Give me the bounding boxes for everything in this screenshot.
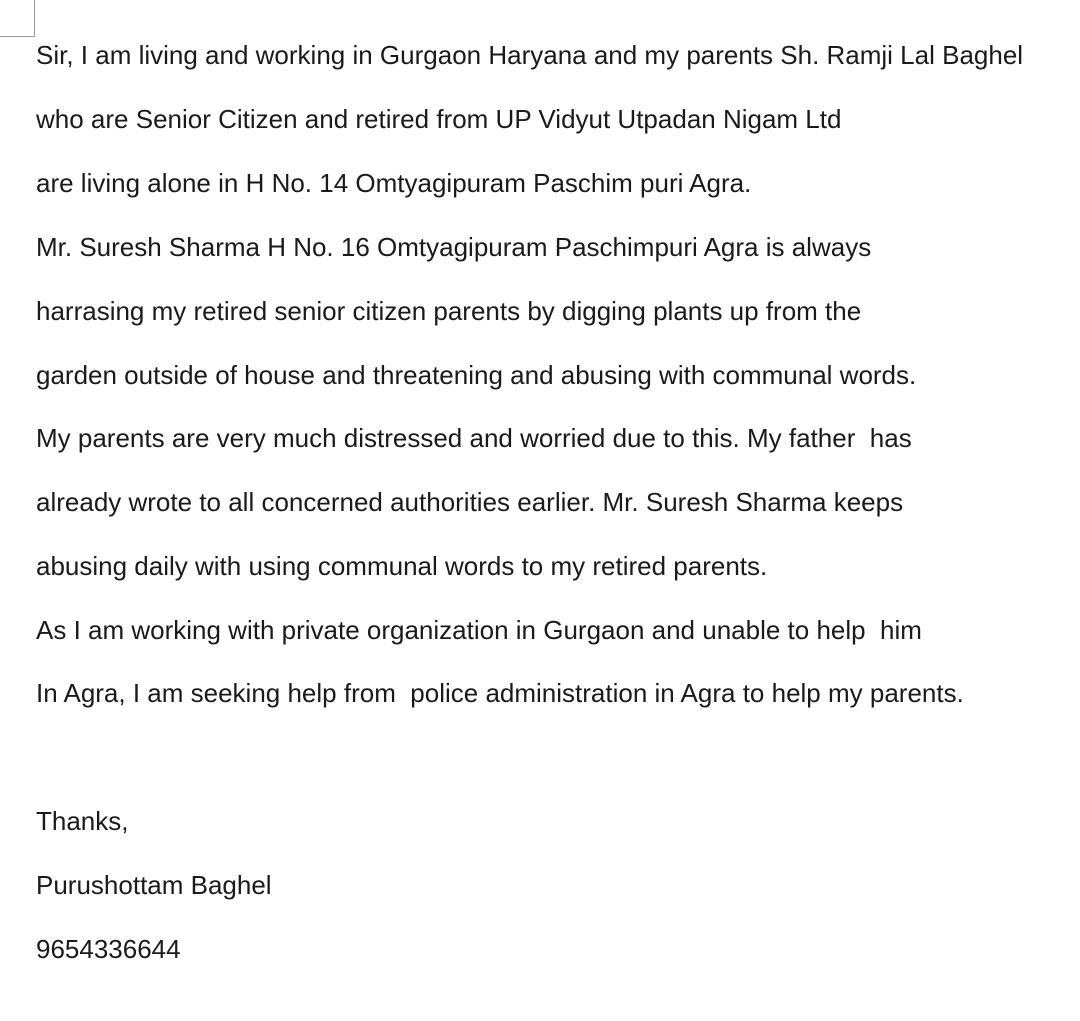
body-line: In Agra, I am seeking help from police administration in Agra to help my parents.	[36, 678, 964, 708]
body-line: garden outside of house and threatening and abusing with communal words.	[36, 360, 917, 390]
closing-text: Thanks,	[36, 806, 129, 836]
body-line: Sir, I am living and working in Gurgaon Haryana and my parents Sh. Ramji Lal Baghel	[36, 40, 1024, 70]
page-corner-marker	[0, 0, 35, 37]
body-line: My parents are very much distressed and worried due to this. My father has	[36, 423, 912, 453]
body-line: As I am working with private organization in Gurgaon and unable to help him	[36, 615, 922, 645]
body-line: abusing daily with using communal words to my retired parents.	[36, 551, 768, 581]
body-line: are living alone in H No. 14 Omtyagipuram Paschim puri Agra.	[36, 168, 752, 198]
body-line: Mr. Suresh Sharma H No. 16 Omtyagipuram Paschimpuri Agra is always	[36, 232, 872, 262]
body-line: who are Senior Citizen and retired from UP Vidyut Utpadan Nigam Ltd	[36, 104, 842, 134]
phone-number: 9654336644	[36, 934, 181, 964]
body-line: harrasing my retired senior citizen parents by digging plants up from the	[36, 296, 862, 326]
signature-name: Purushottam Baghel	[36, 870, 272, 900]
body-line: already wrote to all concerned authorities earlier. Mr. Suresh Sharma keeps	[36, 487, 904, 517]
